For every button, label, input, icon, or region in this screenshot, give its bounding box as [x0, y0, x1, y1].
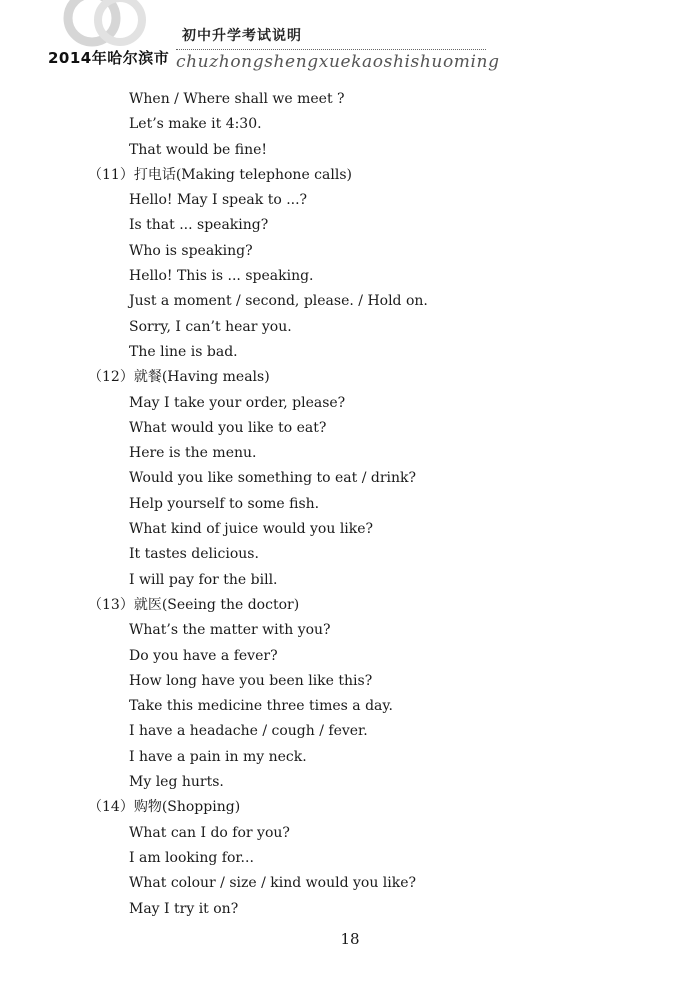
book-title: 初中升学考试说明 [182, 28, 302, 44]
section-heading: （13）就医(Seeing the doctor) [88, 596, 300, 613]
phrase-line: Hello! May I speak to ...? [129, 192, 308, 209]
section-heading: （11）打电话(Making telephone calls) [88, 166, 352, 183]
phrase-line: Hello! This is ... speaking. [129, 268, 314, 285]
phrase-line: What colour / size / kind would you like? [129, 875, 417, 892]
phrase-line: Just a moment / second, please. / Hold on. [129, 293, 428, 310]
phrase-line: I will pay for the bill. [129, 571, 278, 588]
phrase-line: Is that ... speaking? [129, 217, 269, 234]
phrase-line: Here is the menu. [129, 445, 257, 462]
section-heading: （12）就餐(Having meals) [88, 369, 270, 386]
book-title-pinyin: chuzhongshengxuekaoshishuoming [176, 52, 500, 72]
phrase-line: May I try it on? [129, 900, 239, 917]
phrase-line: Who is speaking? [129, 242, 253, 259]
phrase-line: How long have you been like this? [129, 672, 373, 689]
page-number: 18 [340, 930, 360, 948]
phrase-line: My leg hurts. [129, 774, 224, 791]
phrase-line: What can I do for you? [129, 824, 290, 841]
header-year-city: 2014年哈尔滨市 [48, 49, 170, 67]
phrase-list [0, 87, 700, 922]
phrase-line: May I take your order, please? [129, 394, 346, 411]
phrase-line: What’s the matter with you? [129, 622, 331, 639]
phrase-line: Sorry, I can’t hear you. [129, 318, 292, 335]
phrase-line: Help yourself to some fish. [129, 495, 320, 512]
phrase-line: I am looking for... [129, 849, 254, 866]
phrase-line: I have a pain in my neck. [129, 748, 307, 765]
section-heading: （14）购物(Shopping) [88, 799, 241, 816]
phrase-line: Would you like something to eat / drink? [129, 470, 416, 487]
phrase-line: Do you have a fever? [129, 647, 278, 664]
phrase-line: What kind of juice would you like? [129, 521, 374, 538]
header-divider [176, 49, 486, 50]
phrase-line: That would be fine! [129, 141, 268, 158]
phrase-line: The line is bad. [129, 343, 238, 360]
phrase-line: It tastes delicious. [129, 546, 259, 563]
phrase-line: When / Where shall we meet ? [129, 91, 345, 107]
phrase-line: Let’s make it 4:30. [129, 116, 262, 133]
phrase-line: What would you like to eat? [129, 419, 327, 436]
phrase-line: Take this medicine three times a day. [129, 698, 393, 715]
phrase-line: I have a headache / cough / fever. [129, 723, 368, 740]
